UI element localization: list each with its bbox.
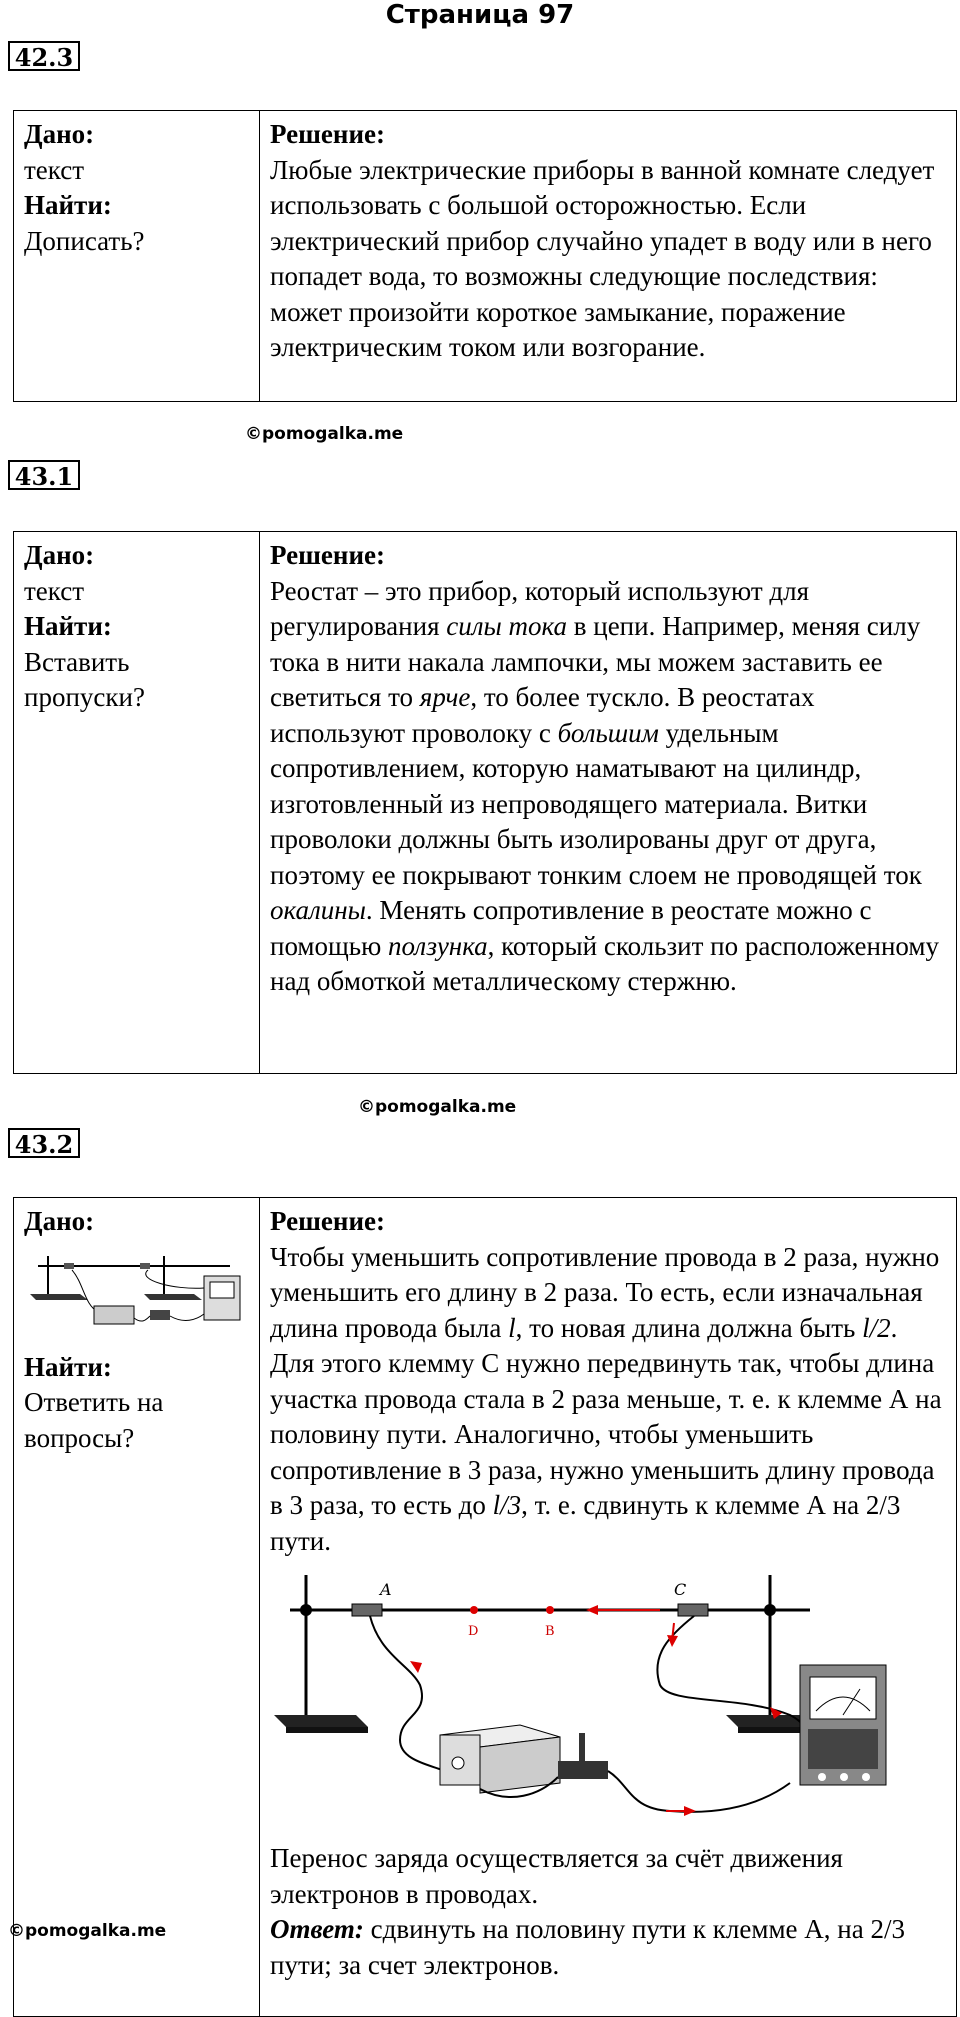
solution-label: Решение:	[270, 119, 385, 149]
solution-text: Реостат – это прибор, который используют для регулирования силы тока в цепи. Например, меняя силу тока в нити накала лампочки, мы можем заставить ее светиться то ярче, то более тускло. В реостатах используют проволоку с большим удельным сопротивлением, которую наматывают на цилиндр, изготовленный из непроводящего материала. Витки проволоки должны быть изолированы друг от друга, поэтому ее покрывают тонким слоем не проводящей ток окалины. Менять сопротивление в реостате можно с помощью ползунка, который скользит по расположенному над обмоткой металлическому стержню.	[270, 575, 939, 996]
solution-column	[260, 1198, 956, 2016]
given-label: Дано:	[24, 1206, 95, 1236]
given-label: Дано:	[24, 119, 95, 149]
given-column	[14, 1198, 260, 2016]
given-column	[14, 111, 260, 401]
clamp-c-label: C	[674, 1580, 687, 1599]
task-table-43-1	[13, 531, 957, 1074]
transfer-text: Перенос заряда осуществляется за счёт движения электронов в проводах.	[270, 1843, 843, 1909]
watermark: ©pomogalka.me	[245, 424, 404, 444]
solution-label: Решение:	[270, 1206, 385, 1236]
solution-column	[260, 532, 956, 1073]
find-label: Найти:	[24, 611, 112, 641]
answer-text: сдвинуть на половину пути к клемме А, на 2/3 пути; за счет электронов.	[270, 1914, 905, 1980]
find-label: Найти:	[24, 190, 112, 220]
watermark: ©pomogalka.me	[358, 1097, 517, 1117]
solution-column	[260, 111, 956, 401]
circuit-thumbnail	[24, 1244, 250, 1344]
answer-label: Ответ:	[270, 1914, 364, 1944]
find-label: Найти:	[24, 1351, 112, 1382]
point-d-label: D	[468, 1624, 479, 1639]
task-number-43-1: 43.1	[8, 460, 80, 490]
clamp-a-label: A	[380, 1580, 392, 1599]
given-column	[14, 532, 260, 1073]
task-table-43-2	[13, 1197, 957, 2017]
given-text: текст	[24, 154, 85, 185]
task-table-42-3	[13, 110, 957, 402]
circuit-diagram	[270, 1565, 946, 1835]
find-text: Дописать?	[24, 225, 145, 256]
point-b-label: B	[545, 1624, 555, 1639]
solution-text: Чтобы уменьшить сопротивление провода в 2 раза, нужно уменьшить его длину в 2 раза. То есть, если изначальная длина провода была l, то новая длина должна быть l/2. Для этого клемму С нужно передвинуть так, чтобы длина участка провода стала в 2 раза меньше, т. е. к клемме А на половину пути. Аналогично, чтобы уменьшить сопротивление в 3 раза, нужно уменьшить длину провода в 3 раза, то есть до l/3, т. е. сдвинуть к клемме А на 2/3 пути.	[270, 1241, 942, 1556]
find-text: Вставить пропуски?	[24, 646, 145, 712]
answer	[270, 1912, 946, 1983]
solution-label: Решение:	[270, 540, 385, 570]
given-label: Дано:	[24, 540, 95, 570]
given-text: текст	[24, 575, 85, 606]
page-title: Страница 97	[385, 0, 575, 30]
find-text: Ответить на вопросы?	[24, 1387, 164, 1453]
solution-text: Любые электрические приборы в ванной комнате следует использовать с большой осторожностью. Если электрический прибор случайно упадет в воду или в него попадет вода, то возможны следующие последствия: может произойти короткое замыкание, поражение электрическим током или возгорание.	[270, 154, 935, 362]
task-number-42-3: 42.3	[8, 41, 80, 71]
task-number-43-2: 43.2	[8, 1128, 80, 1158]
watermark: ©pomogalka.me	[8, 1921, 167, 1941]
